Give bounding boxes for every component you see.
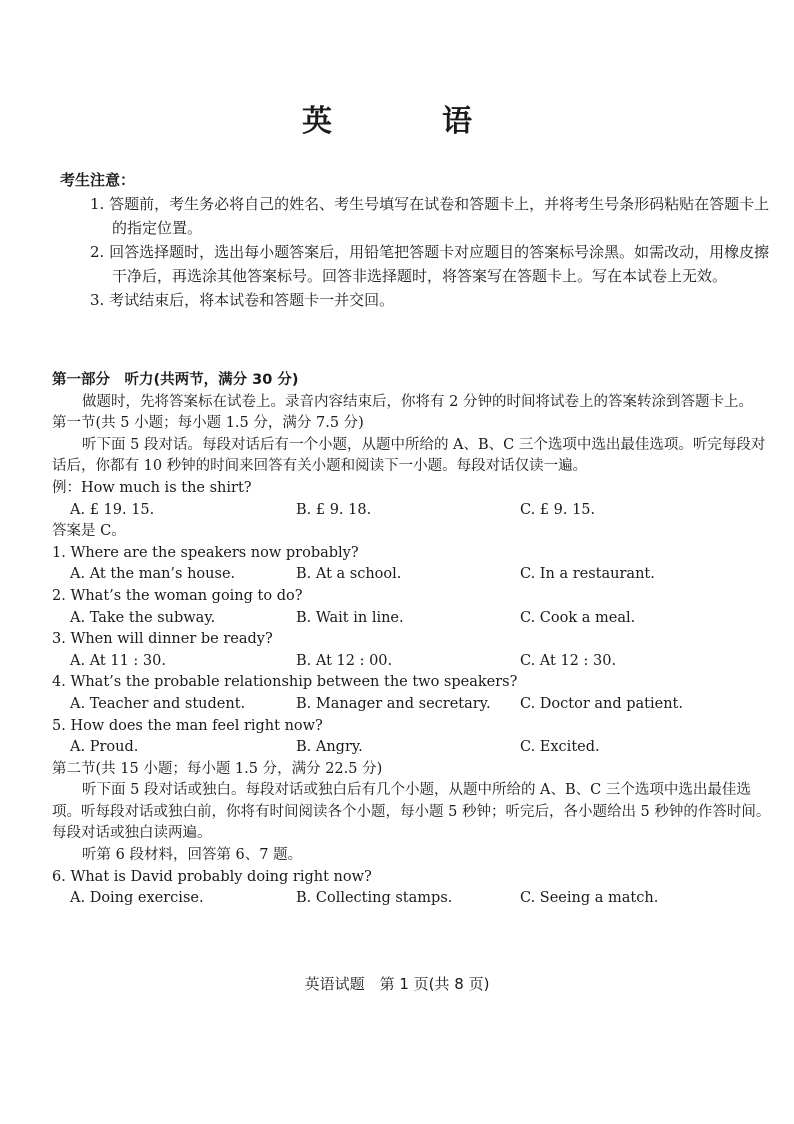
example-question: 例：How much is the shirt? bbox=[52, 479, 252, 496]
option-c: C. £ 9. 15. bbox=[520, 501, 596, 518]
page-title: 英 语 bbox=[302, 104, 512, 139]
section1-title: 第一节(共 5 小题；每小题 1.5 分，满分 7.5 分) bbox=[52, 415, 364, 432]
option-b: B. At 12 : 00. bbox=[296, 652, 393, 669]
option-c: C. At 12 : 30. bbox=[520, 652, 617, 669]
option-a: A. Teacher and student. bbox=[70, 695, 246, 712]
candidate-notice bbox=[60, 168, 780, 312]
exam-body bbox=[52, 370, 772, 910]
option-b: B. Wait in line. bbox=[296, 609, 404, 626]
notice-item: 3. 考试结束后，将本试卷和答题卡一并交回。 bbox=[90, 291, 395, 309]
option-b: B. Manager and secretary. bbox=[296, 695, 491, 712]
notice-heading: 考生注意： bbox=[60, 171, 136, 189]
example-options bbox=[52, 500, 772, 522]
option-c: C. Excited. bbox=[520, 739, 600, 756]
question-stem: 6. What is David probably doing right now? bbox=[52, 868, 372, 885]
option-a: A. At 11 : 30. bbox=[70, 652, 166, 669]
question-options bbox=[52, 651, 772, 673]
question-stem: 3. When will dinner be ready? bbox=[52, 631, 273, 648]
option-c: C. Seeing a match. bbox=[520, 890, 659, 907]
option-a: A. Doing exercise. bbox=[70, 890, 204, 907]
option-a: A. Take the subway. bbox=[70, 609, 216, 626]
question-stem: 4. What’s the probable relationship between the two speakers? bbox=[52, 674, 518, 691]
question-options bbox=[52, 737, 772, 759]
question-options bbox=[52, 608, 772, 630]
option-c: C. Cook a meal. bbox=[520, 609, 636, 626]
option-b: B. At a school. bbox=[296, 566, 402, 583]
option-a: A. Proud. bbox=[70, 739, 139, 756]
material-instruction: 听第 6 段材料，回答第 6、7 题。 bbox=[82, 847, 303, 864]
question-stem: 1. Where are the speakers now probably? bbox=[52, 544, 359, 561]
option-c: C. In a restaurant. bbox=[520, 566, 655, 583]
question-options bbox=[52, 564, 772, 586]
section2-instructions: 听下面 5 段对话或独白。每段对话或独白后有几个小题，从题中所给的 A、B、C 三个选项中选出最佳选项。听每段对话或独白前，你将有时间阅读各个小题，每小题 5 秒钟；听完后，各小题给出 5 秒钟的作答时间。每段对话或独白读两遍。 bbox=[52, 782, 771, 842]
question-options bbox=[52, 694, 772, 716]
page-footer: 英语试题 第 1 页(共 8 页) bbox=[304, 975, 490, 993]
option-c: C. Doctor and patient. bbox=[520, 695, 683, 712]
notice-item: 1. 答题前，考生务必将自己的姓名、考生号填写在试卷和答题卡上，并将考生号条形码粘贴在答题卡上的指定位置。 bbox=[90, 195, 770, 237]
notice-item: 2. 回答选择题时，选出每小题答案后，用铅笔把答题卡对应题目的答案标号涂黑。如需改动，用橡皮擦干净后，再选涂其他答案标号。回答非选择题时，将答案写在答题卡上。写在本试卷上无效。 bbox=[90, 243, 770, 285]
example-answer: 答案是 C。 bbox=[52, 523, 126, 540]
option-a: A. £ 19. 15. bbox=[70, 501, 155, 518]
part1-title: 第一部分 听力(共两节，满分 30 分) bbox=[52, 372, 299, 388]
question-stem: 5. How does the man feel right now? bbox=[52, 717, 323, 734]
option-b: B. Collecting stamps. bbox=[296, 890, 453, 907]
option-b: B. £ 9. 18. bbox=[296, 501, 372, 518]
section1-instructions: 听下面 5 段对话。每段对话后有一个小题，从题中所给的 A、B、C 三个选项中选出最佳选项。听完每段对话后，你都有 10 秒钟的时间来回答有关小题和阅读下一小题。每段对话仅读一遍。 bbox=[52, 436, 766, 475]
question-stem: 2. What’s the woman going to do? bbox=[52, 587, 303, 604]
option-a: A. At the man’s house. bbox=[70, 566, 236, 583]
option-b: B. Angry. bbox=[296, 739, 363, 756]
part1-intro: 做题时，先将答案标在试卷上。录音内容结束后，你将有 2 分钟的时间将试卷上的答案转涂到答题卡上。 bbox=[82, 393, 753, 410]
question-options bbox=[52, 888, 772, 910]
section2-title: 第二节(共 15 小题；每小题 1.5 分，满分 22.5 分) bbox=[52, 760, 383, 777]
